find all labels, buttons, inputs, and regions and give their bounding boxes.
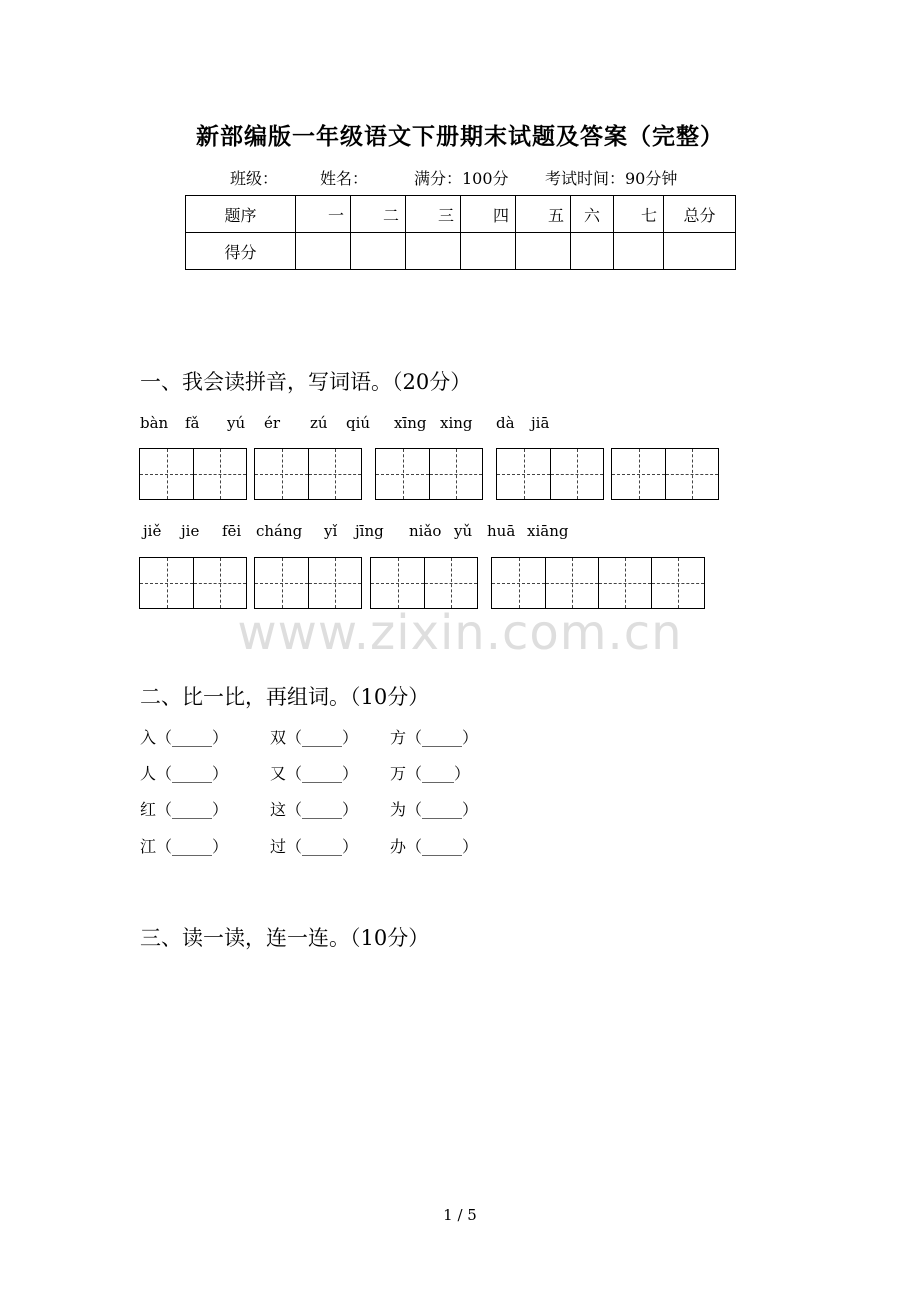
pinyin: xīng [394,414,427,432]
pinyin: yǔ [454,522,473,540]
word-blank[interactable]: 红（_____） [140,800,229,819]
pinyin: xing [440,414,473,432]
word-blank[interactable]: 入（_____） [140,728,229,747]
score-table [185,195,736,270]
pinyin: ér [264,414,281,432]
pinyin: jie [181,522,200,540]
writing-grid[interactable] [139,448,247,500]
header-cell-5: 五 [516,196,571,233]
score-cell-6[interactable] [571,233,614,270]
score-cell-1[interactable] [296,233,351,270]
score-cell-5[interactable] [516,233,571,270]
header-cell-2: 二 [351,196,406,233]
word-blank[interactable]: 人（_____） [140,764,229,783]
page-number: 1 / 5 [443,1206,477,1224]
writing-grid[interactable] [491,557,705,609]
writing-grid[interactable] [611,448,719,500]
pinyin: jiā [531,414,550,432]
word-blank[interactable]: 过（_____） [270,837,359,856]
header-cell-total: 总分 [664,196,736,233]
score-cell-4[interactable] [461,233,516,270]
header-cell-6: 六 [571,196,614,233]
word-blank[interactable]: 办（_____） [390,837,479,856]
writing-grid[interactable] [254,557,362,609]
writing-grid[interactable] [375,448,483,500]
page-title: 新部编版一年级语文下册期末试题及答案（完整） [196,123,724,150]
writing-grid[interactable] [254,448,362,500]
word-blank[interactable]: 江（_____） [140,837,229,856]
writing-grid[interactable] [139,557,247,609]
writing-grid[interactable] [496,448,604,500]
pinyin: fǎ [185,414,200,432]
score-cell-total[interactable] [664,233,736,270]
pinyin: fēi [222,522,242,540]
full-score-label: 满分：100分 [414,169,509,188]
pinyin: bàn [140,414,169,432]
section-2-title: 二、比一比，再组词。（10分） [140,685,430,709]
word-blank[interactable]: 双（_____） [270,728,359,747]
exam-time-label: 考试时间：90分钟 [545,169,678,188]
class-label: 班级： [230,169,279,188]
header-cell-order: 题序 [186,196,296,233]
header-cell-1: 一 [296,196,351,233]
score-cell-7[interactable] [614,233,664,270]
word-blank[interactable]: 又（_____） [270,764,359,783]
word-blank[interactable]: 方（_____） [390,728,479,747]
name-label: 姓名： [320,169,369,188]
watermark: www.zixin.com.cn [237,605,683,661]
pinyin: dà [496,414,515,432]
score-table-score-row [186,233,736,270]
header-cell-4: 四 [461,196,516,233]
score-table-header-row [186,196,736,233]
section-1-title: 一、我会读拼音，写词语。（20分） [140,370,472,394]
pinyin: zú [310,414,328,432]
word-blank[interactable]: 为（_____） [390,800,479,819]
header-cell-7: 七 [614,196,664,233]
pinyin: jīng [355,522,384,540]
pinyin: niǎo [409,522,442,540]
word-blank[interactable]: 万（____） [390,764,471,783]
row-label-score: 得分 [186,233,296,270]
pinyin: yú [227,414,246,432]
header-cell-3: 三 [406,196,461,233]
writing-grid[interactable] [370,557,478,609]
pinyin: yǐ [324,522,338,540]
word-blank[interactable]: 这（_____） [270,800,359,819]
section-3-title: 三、读一读，连一连。（10分） [140,926,430,950]
score-cell-3[interactable] [406,233,461,270]
score-cell-2[interactable] [351,233,406,270]
pinyin: xiāng [527,522,569,540]
pinyin: cháng [256,522,303,540]
pinyin: huā [487,522,516,540]
pinyin: qiú [346,414,371,432]
pinyin: jiě [143,522,162,540]
